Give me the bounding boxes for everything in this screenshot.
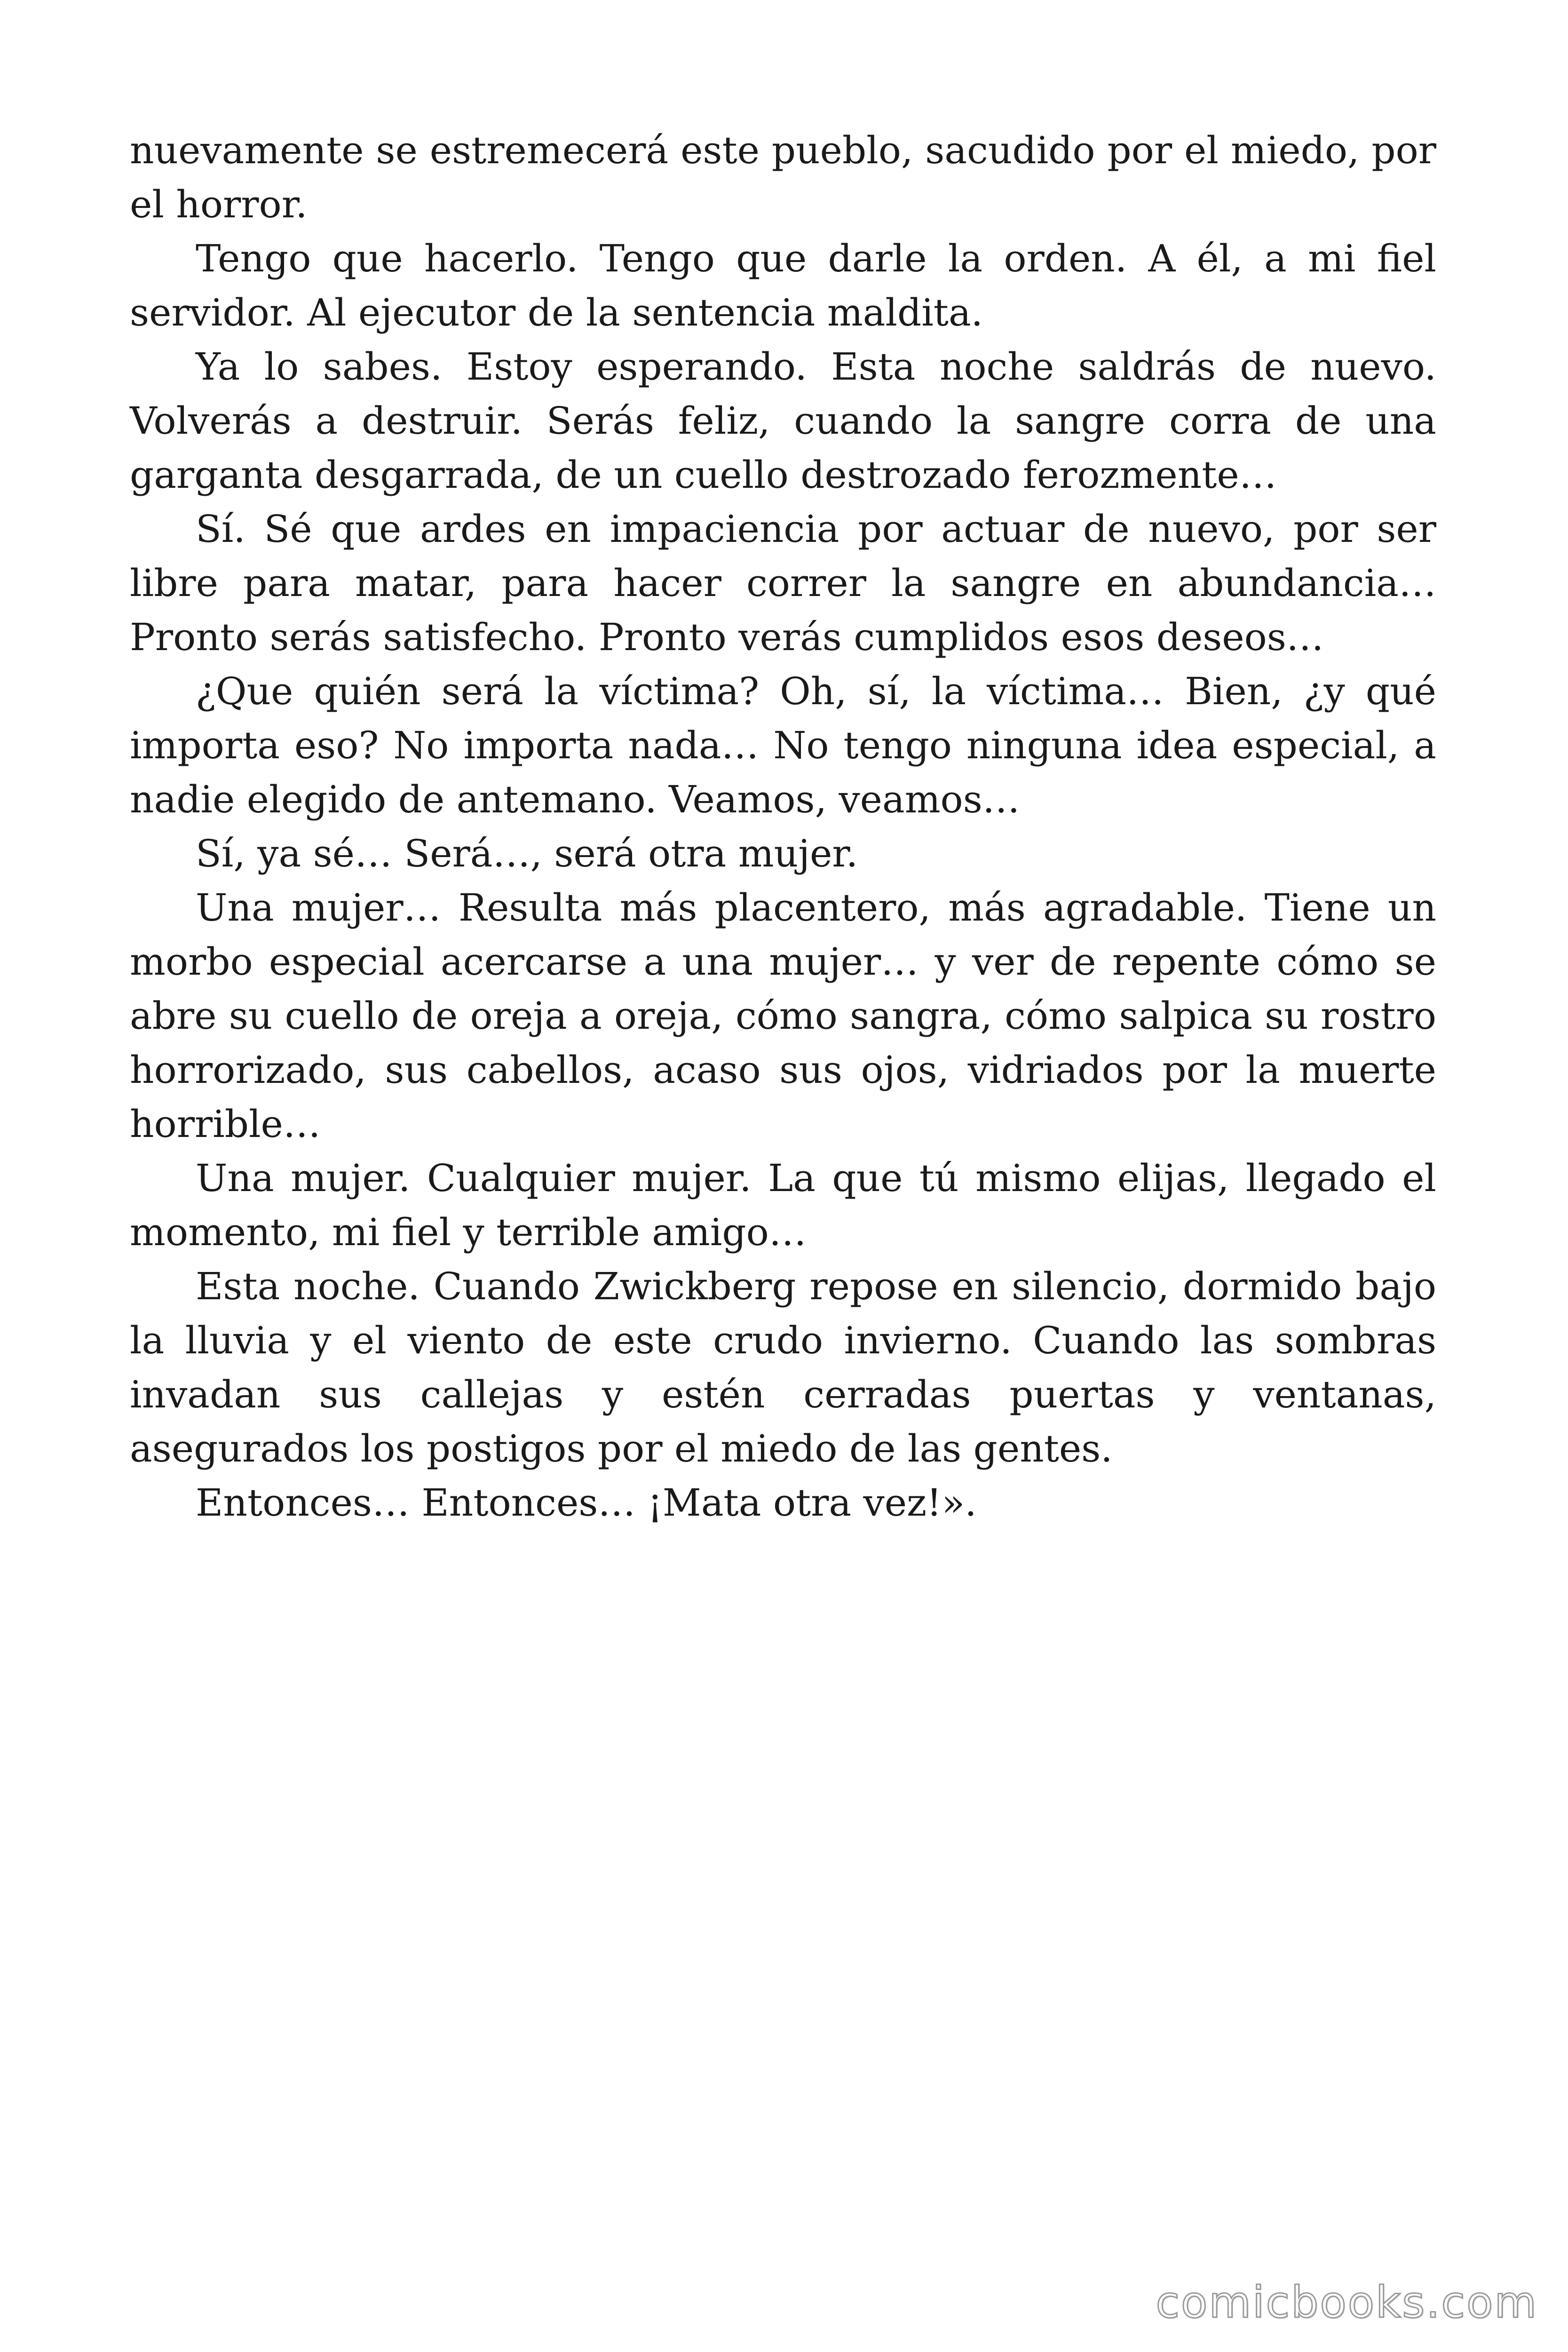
paragraph-10: Entonces… Entonces… ¡Mata otra vez!». — [196, 1481, 977, 1525]
paragraph-1: nuevamente se estremecerá este pueblo, sacudido por el miedo, por el horror. — [130, 128, 1436, 226]
paragraph-7: Una mujer… Resulta más placentero, más agradable. Tiene un morbo especial acercarse a una mujer… y ver de repente cómo se abre su cuello de oreja a oreja, cómo sangra, cómo salpica su rostro horrorizado, sus cabellos, acaso sus ojos, vidriados por la muerte horrible… — [130, 886, 1436, 1146]
body-text — [130, 123, 1436, 1530]
paragraph-3: Ya lo sabes. Estoy esperando. Esta noche saldrás de nuevo. Volverás a destruir. Serás feliz, cuando la sangre corra de una garganta desgarrada, de un cuello destrozado ferozmente… — [130, 345, 1436, 497]
paragraph-2: Tengo que hacerlo. Tengo que darle la orden. A él, a mi fiel servidor. Al ejecutor de la sentencia maldita. — [130, 237, 1436, 334]
paragraph-9: Esta noche. Cuando Zwickberg repose en silencio, dormido bajo la lluvia y el viento de este crudo invierno. Cuando las sombras invadan sus callejas y estén cerradas puertas y ventanas, asegurados los postigos por el miedo de las gentes. — [130, 1264, 1436, 1470]
paragraph-6: Sí, ya sé… Será…, será otra mujer. — [196, 832, 858, 875]
paragraph-5: ¿Que quién será la víctima? Oh, sí, la víctima… Bien, ¿y qué importa eso? No importa nada… No tengo ninguna idea especial, a nadie elegido de antemano. Veamos, veamos… — [130, 669, 1436, 821]
watermark: comicbooks.com — [1156, 2277, 1538, 2328]
paragraph-8: Una mujer. Cualquier mujer. La que tú mismo elijas, llegado el momento, mi fiel y terrible amigo… — [130, 1156, 1436, 1254]
paragraph-4: Sí. Sé que ardes en impaciencia por actuar de nuevo, por ser libre para matar, para hacer correr la sangre en abundancia… Pronto serás satisfecho. Pronto verás cumplidos esos deseos… — [130, 507, 1436, 659]
